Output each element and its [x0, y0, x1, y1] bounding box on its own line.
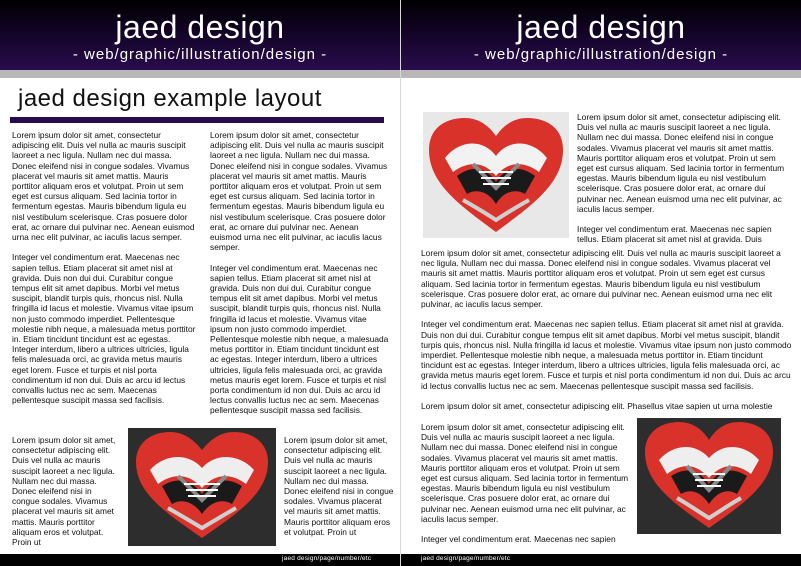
right-bottom-text: [421, 422, 629, 546]
right-top-text: [577, 112, 791, 245]
title-rule: [10, 117, 384, 123]
footer-text: jaed design/page/number/etc: [282, 555, 372, 562]
left-bottom-text: [12, 435, 120, 548]
right-header: [401, 0, 801, 70]
left-header: [0, 0, 400, 70]
paragraph: Lorem ipsum dolor sit amet, consectetur adipiscing elit. Duis vel nulla ac mauris suscipit laoreet a nec ligula. Nullam nec dui massa. Donec eleifend nisi in congue sodales. Vivamus placerat vel mauris sit amet mattis. Mauris porttitor aliquam eros et volutpat. Proin ut sem eget est cursus aliquam. Sed lacinia tortor in fermentum egestas. Mauris bibendum ligula eu nisl vestibulum scelerisque. Cras posuere dolor erat, ac ornare dui pulvinar nec. Aenean euismod urna nec elit pulvinar, ac iaculis lacus semper.: [421, 422, 629, 524]
right-bottom-text: [284, 435, 394, 545]
right-full-width-text: [421, 248, 795, 412]
brand-title: jaed design: [516, 9, 686, 45]
sneaker-heart-image: [423, 112, 569, 238]
footer-text: jaed design/page/number/etc: [421, 555, 511, 562]
left-column-2: [210, 130, 390, 422]
paragraph: Lorem ipsum dolor sit amet, consectetur adipiscing elit. Duis vel nulla ac mauris suscipit laoreet a nec ligula. Nullam nec dui massa. Donec eleifend nisi in congue sodales. Vivamus placerat vel mauris sit amet mattis. Mauris porttitor aliquam eros et volutpat. Proin ut sem eget est cursus aliquam. Sed lacinia tortor in fermentum egestas. Mauris bibendum ligula eu nisl vestibulum scelerisque. Cras posuere dolor erat, ac ornare dui pulvinar nec. Aenean euismod urna nec elit pulvinar, ac iaculis lacus semper.: [210, 130, 388, 253]
right-footer: [401, 554, 801, 566]
paragraph: Lorem ipsum dolor sit amet, consectetur adipiscing elit. Duis vel nulla ac mauris suscipit laoreet a nec ligula. Nullam nec dui massa. Donec eleifend nisi in congue sodales. Vivamus placerat vel mauris sit amet mattis. Mauris porttitor aliquam eros et volutpat. Proin ut: [284, 435, 394, 537]
brand-tagline: - web/graphic/illustration/design -: [473, 46, 729, 63]
left-column-1: [12, 130, 196, 408]
brand-tagline: - web/graphic/illustration/design -: [72, 46, 328, 63]
sneaker-heart-image: [637, 418, 781, 534]
header-divider: [0, 70, 400, 78]
paragraph: Integer vel condimentum erat. Maecenas nec sapien tellus. Etiam placerat sit amet nisl at gravida. Duis non dui dui. Curabitur congue tempus elit sit amet dapibus. Morbi vel metus suscipit, blandit turpis quis, rhoncus nisl. Nulla fringilla id lacus et molestie. Vivamus vitae ipsum non justo commodo imperdiet. Pellentesque molestie nibh neque, a malesuada metus porttitor in. Etiam tincidunt tincidunt est ac egestas. Integer interdum, libero a ultrices ultricies, ligula felis malesuada orci, ac gravida metus mauris eget lorem. Fusce et turpis et nisl porta condimentum id non dui. Duis ac arcu id lectus convallis luctus nec ac sem. Maecenas pellentesque suscipit massa sed facilisis.: [421, 319, 792, 391]
paragraph: Integer vel condimentum erat. Maecenas nec sapien tellus. Etiam placerat sit amet nisl at gravida. Duis non dui dui. Curabitur congue tempus elit sit amet dapibus. Morbi vel metus suscipit, blandit turpis quis, rhoncus nisl. Nulla fringilla id lacus et molestie. Vivamus vitae ipsum non justo commodo imperdiet. Pellentesque molestie nibh neque, a malesuada metus porttitor in. Etiam tincidunt tincidunt est ac egestas. Integer interdum, libero a ultrices ultricies, ligula felis malesuada orci, ac gravida metus mauris eget lorem. Fusce et turpis et nisl porta condimentum id non dui. Duis ac arcu id lectus convallis luctus nec ac sem. Maecenas pellentesque suscipit massa sed facilisis.: [210, 262, 389, 416]
header-divider: [401, 70, 801, 78]
sneaker-heart-image: [128, 428, 276, 546]
sneaker-heart-photo-top: [423, 112, 569, 238]
paragraph: Lorem ipsum dolor sit amet, consectetur adipiscing elit. Phasellus vitae sapien ut urna molestie: [421, 401, 773, 412]
right-page: [400, 0, 800, 566]
left-footer: [0, 554, 400, 566]
paragraph: Integer vel condimentum erat. Maecenas nec sapien tellus. Etiam placerat sit amet nisl at gravida. Duis: [577, 224, 772, 245]
paragraph: Lorem ipsum dolor sit amet, consectetur adipiscing elit. Duis vel nulla ac mauris suscipit laoreet a nec ligula. Nullam nec dui massa. Donec eleifend nisi in congue sodales. Vivamus placerat vel mauris sit amet mattis. Mauris porttitor aliquam eros et volutpat. Proin ut: [12, 435, 116, 548]
brand-title: jaed design: [115, 9, 285, 45]
sneaker-heart-photo: [128, 428, 276, 546]
sneaker-heart-photo-bottom: [637, 418, 781, 534]
paragraph: Lorem ipsum dolor sit amet, consectetur adipiscing elit. Duis vel nulla ac mauris suscipit laoreet a nec ligula. Nullam nec dui massa. Donec eleifend nisi in congue sodales. Vivamus placerat vel mauris sit amet mattis. Mauris porttitor aliquam eros et volutpat. Proin ut sem eget est cursus aliquam. Sed lacinia tortor in fermentum egestas. Mauris bibendum ligula eu nisl vestibulum scelerisque. Cras posuere dolor erat, ac ornare dui pulvinar nec. Aenean euismod urna nec elit pulvinar, ac iaculis lacus semper.: [421, 248, 781, 310]
paragraph: Lorem ipsum dolor sit amet, consectetur adipiscing elit. Duis vel nulla ac mauris suscipit laoreet a nec ligula. Nullam nec dui massa. Donec eleifend nisi in congue sodales. Vivamus placerat vel mauris sit amet mattis. Mauris porttitor aliquam eros et volutpat. Proin ut sem eget est cursus aliquam. Sed lacinia tortor in fermentum egestas. Mauris bibendum ligula eu nisl vestibulum scelerisque. Cras posuere dolor erat, ac ornare dui pulvinar nec. Aenean euismod urna nec elit pulvinar, ac iaculis lacus semper.: [577, 112, 785, 214]
paragraph: Integer vel condimentum erat. Maecenas nec sapien: [421, 534, 616, 545]
paragraph: Lorem ipsum dolor sit amet, consectetur adipiscing elit. Duis vel nulla ac mauris suscipit laoreet a nec ligula. Nullam nec dui massa. Donec eleifend nisi in congue sodales. Vivamus placerat vel mauris sit amet mattis. Mauris porttitor aliquam eros et volutpat. Proin ut sem eget est cursus aliquam. Sed lacinia tortor in fermentum egestas. Mauris bibendum ligula eu nisl vestibulum scelerisque. Cras posuere dolor erat, ac ornare dui pulvinar nec. Aenean euismod urna nec elit pulvinar, ac iaculis lacus semper.: [12, 130, 195, 243]
page-title: jaed design example layout: [18, 85, 322, 112]
left-page: [0, 0, 400, 566]
paragraph: Integer vel condimentum erat. Maecenas nec sapien tellus. Etiam placerat sit amet nisl at gravida. Duis non dui dui. Curabitur congue tempus elit sit amet dapibus. Morbi vel metus suscipit, blandit turpis quis, rhoncus nisl. Nulla fringilla id lacus et molestie. Vivamus vitae ipsum non justo commodo imperdiet. Pellentesque molestie nibh neque, a malesuada metus porttitor in. Etiam tincidunt tincidunt est ac egestas. Integer interdum, libero a ultrices ultricies, ligula felis malesuada orci, ac gravida metus mauris eget lorem. Fusce et turpis et nisl porta condimentum id non dui. Duis ac arcu id lectus convallis luctus nec ac sem. Maecenas pellentesque suscipit massa sed facilisis.: [12, 252, 196, 406]
